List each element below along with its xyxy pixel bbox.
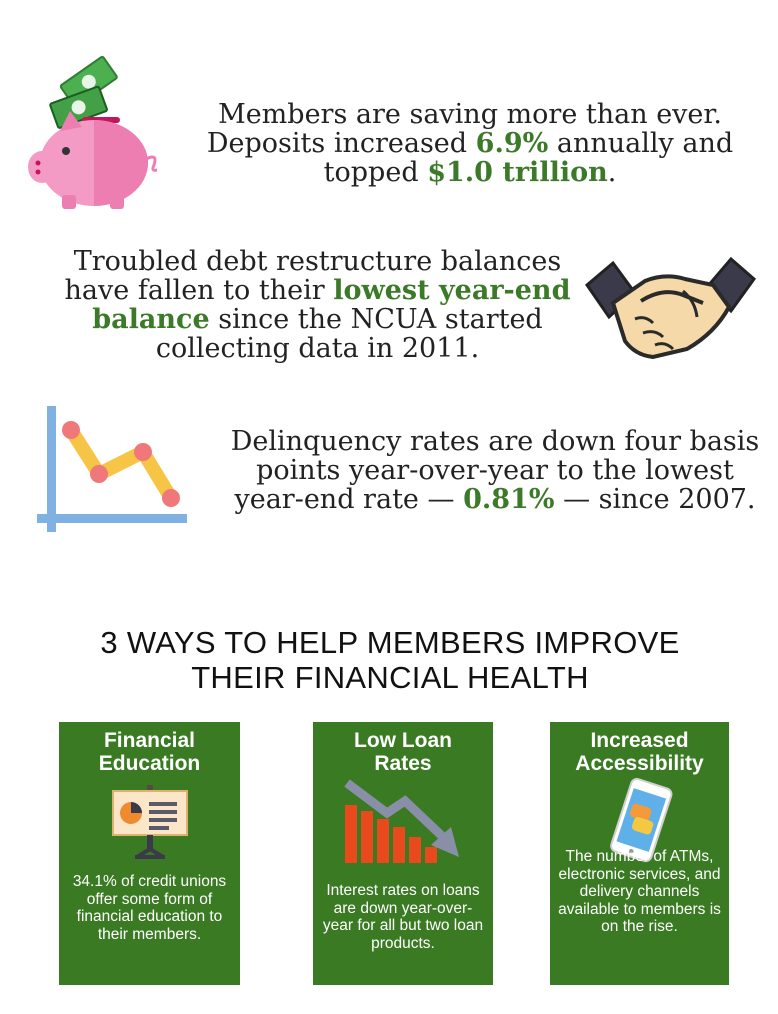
card-low-loan-rates — [313, 722, 493, 985]
card-title-line-2: Rates — [374, 752, 432, 775]
tdr-line-1: Troubled debt restructure balances — [73, 246, 562, 277]
delinquency-line-1: Delinquency rates are down four basis — [230, 426, 760, 457]
card-description: The number of ATMs, electronic services, and delivery channels available to members is on the rise. — [558, 848, 721, 935]
section-title — [40, 625, 740, 695]
deposits-stat — [180, 100, 760, 187]
card-description: 34.1% of credit unions offer some form of financial education to their members. — [72, 873, 227, 943]
piggy-bank-icon — [22, 55, 157, 210]
deposits-total-value: $1.0 trillion — [427, 157, 608, 188]
delinquency-line-3-pre: year-end rate — — [234, 484, 464, 515]
card-title-line-1: Increased — [590, 729, 689, 752]
card-title-line-2: Education — [98, 752, 201, 775]
deposits-line-2-pre: Deposits increased — [206, 128, 476, 159]
deposits-line-2-post: annually and — [548, 128, 734, 159]
card-description: Interest rates on loans are down year-over-year for all but two loan products. — [322, 882, 484, 952]
deposits-line-3-post: . — [607, 157, 617, 188]
deposits-line-3 — [180, 158, 760, 187]
delinquency-line-2: points year-over-year to the lowest — [256, 455, 734, 486]
card-financial-education — [59, 722, 240, 985]
card-title — [550, 729, 729, 775]
tdr-highlight-2: balance — [92, 304, 210, 335]
card-title — [59, 729, 240, 775]
tdr-line-3-post: since the NCUA started — [209, 304, 543, 335]
declining-line-chart-icon — [35, 402, 190, 535]
card-increased-accessibility — [550, 722, 729, 985]
delinquency-line-3-post: — since 2007. — [554, 484, 756, 515]
deposits-line-2 — [180, 129, 760, 158]
deposits-growth-value: 6.9% — [475, 128, 549, 159]
delinquency-line-3 — [225, 485, 765, 514]
tdr-line-3 — [40, 305, 595, 334]
deposits-line-3-pre: topped — [323, 157, 428, 188]
handshake-icon — [583, 245, 758, 365]
section-title-line-1: 3 WAYS TO HELP MEMBERS IMPROVE — [100, 625, 680, 660]
tdr-line-2 — [40, 276, 595, 305]
card-title-line-2: Accessibility — [575, 752, 704, 775]
tdr-highlight-1: lowest year-end — [333, 275, 571, 306]
delinquency-stat — [225, 427, 765, 514]
tdr-line-2-pre: have fallen to their — [64, 275, 334, 306]
section-title-line-2: THEIR FINANCIAL HEALTH — [191, 660, 589, 695]
presentation-board-icon — [111, 785, 189, 861]
delinquency-rate-value: 0.81% — [463, 484, 555, 515]
card-title-line-1: Financial — [103, 729, 196, 752]
tdr-line-4: collecting data in 2011. — [155, 333, 480, 364]
deposits-line-1: Members are saving more than ever. — [218, 99, 722, 130]
card-title — [313, 729, 493, 775]
card-title-line-1: Low Loan — [354, 729, 452, 752]
tdr-stat — [40, 247, 595, 363]
declining-bar-chart-icon — [343, 777, 461, 865]
